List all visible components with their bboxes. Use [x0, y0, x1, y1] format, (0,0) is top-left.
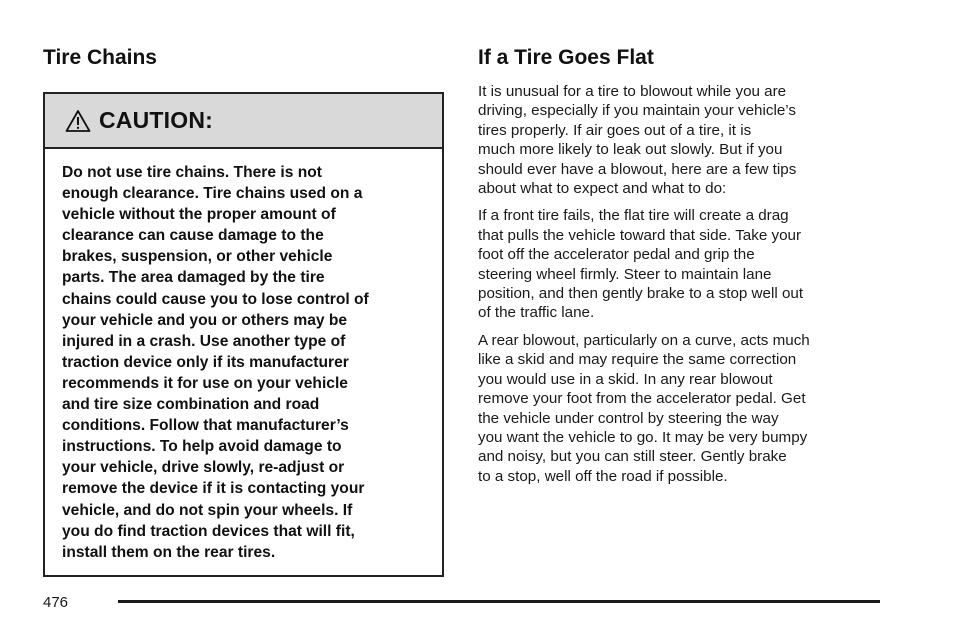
caution-text-line: vehicle without the proper amount of	[62, 206, 336, 224]
paragraph-line: position, and then gently brake to a stop well out	[478, 285, 804, 303]
paragraph-line: and noisy, but you can still steer. Gently brake	[478, 448, 787, 466]
caution-text-line: your vehicle and you or others may be	[62, 311, 348, 329]
paragraph-line: that pulls the vehicle toward that side. Take your	[478, 226, 802, 244]
caution-title: CAUTION:	[99, 107, 214, 133]
paragraph-line: much more likely to leak out slowly. But if you	[478, 141, 783, 159]
paragraph-line: should ever have a blowout, here are a few tips	[478, 160, 797, 178]
paragraph-line: to a stop, well off the road if possible.	[478, 467, 728, 485]
paragraph-line: steering wheel firmly. Steer to maintain lane	[478, 265, 772, 283]
tire-chains-heading: Tire Chains	[43, 46, 157, 69]
caution-text-line: and tire size combination and road	[62, 396, 320, 414]
body-paragraph	[478, 206, 878, 322]
caution-text-line: enough clearance. Tire chains used on a	[62, 185, 363, 203]
paragraph-line: If a front tire fails, the flat tire will create a drag	[478, 207, 789, 225]
paragraph-line: the vehicle under control by steering the way	[478, 409, 779, 427]
paragraph-line: It is unusual for a tire to blowout while you are	[478, 83, 787, 100]
paragraph-line: A rear blowout, particularly on a curve, acts much	[478, 331, 810, 349]
caution-text-line: remove the device if it is contacting your	[62, 480, 365, 498]
caution-text-line: injured in a crash. Use another type of	[62, 332, 346, 350]
paragraph-line: foot off the accelerator pedal and grip the	[478, 246, 755, 264]
paragraph-line: about what to expect and what to do:	[478, 180, 727, 198]
caution-text-line: traction device only if its manufacturer	[62, 353, 349, 371]
page-number: 476	[43, 594, 69, 611]
caution-text-line: you do find traction devices that will fit,	[62, 522, 355, 540]
caution-text-line: recommends it for use on your vehicle	[62, 374, 348, 392]
caution-text-line: clearance can cause damage to the	[62, 227, 324, 245]
paragraph-line: remove your foot from the accelerator pedal. Get	[478, 390, 806, 408]
right-column	[478, 44, 878, 494]
caution-header	[45, 94, 442, 149]
caution-text	[45, 149, 442, 563]
paragraph-line: of the traffic lane.	[478, 304, 595, 322]
caution-text-line: chains could cause you to lose control of	[62, 290, 369, 308]
paragraph-line: tires properly. If air goes out of a tire, it is	[478, 121, 752, 139]
caution-text-line: Do not use tire chains. There is not	[62, 164, 322, 181]
caution-text-line: parts. The area damaged by the tire	[62, 269, 325, 287]
caution-text-line: instructions. To help avoid damage to	[62, 438, 342, 456]
footer-rule	[118, 600, 880, 603]
caution-text-line: brakes, suspension, or other vehicle	[62, 248, 333, 266]
caution-text-line: vehicle, and do not spin your wheels. If	[62, 501, 353, 519]
flat-tire-heading: If a Tire Goes Flat	[478, 46, 654, 69]
paragraph-line: like a skid and may require the same correction	[478, 351, 797, 369]
left-column	[43, 44, 444, 72]
paragraph-line: you would use in a skid. In any rear blowout	[478, 370, 773, 388]
caution-text-line: install them on the rear tires.	[62, 543, 276, 561]
paragraph-line: you want the vehicle to go. It may be very bumpy	[478, 428, 808, 446]
body-paragraph	[478, 331, 878, 486]
warning-triangle-icon	[65, 109, 91, 133]
caution-text-line: your vehicle, drive slowly, re-adjust or	[62, 459, 345, 477]
flat-tire-body	[478, 82, 878, 486]
caution-box	[43, 92, 444, 577]
caution-text-line: conditions. Follow that manufacturer’s	[62, 417, 349, 435]
body-paragraph	[478, 82, 878, 198]
paragraph-line: driving, especially if you maintain your vehicle’s	[478, 102, 796, 120]
